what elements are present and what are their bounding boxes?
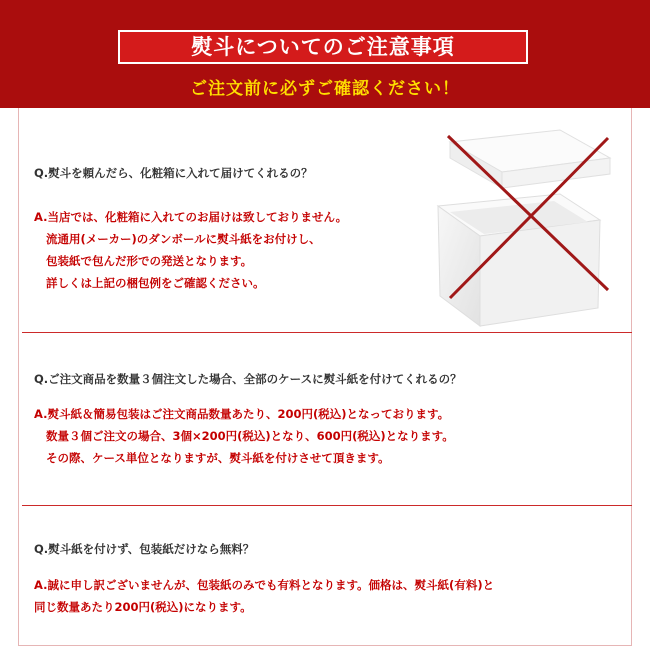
answer-1-line-2: 流通用(メーカー)のダンボールに熨斗紙をお付けし、 bbox=[46, 232, 321, 246]
answer-2-line-2: 数量３個ご注文の場合、3個×200円(税込)となり、600円(税込)となります。 bbox=[46, 429, 454, 443]
answer-1-line-3: 包装紙で包んだ形での発送となります。 bbox=[46, 254, 253, 268]
answer-3-line-2: 同じ数量あたり200円(税込)になります。 bbox=[34, 600, 252, 614]
answer-2-line-3: その際、ケース単位となりますが、熨斗紙を付けさせて頂きます。 bbox=[46, 451, 390, 465]
page-subtitle: ご注文前に必ずご確認ください！ bbox=[190, 79, 460, 99]
page-title: 熨斗についてのご注意事項 bbox=[118, 30, 528, 64]
answer-3-line-1: A.誠に申し訳ございませんが、包装紙のみでも有料となります。価格は、熨斗紙(有料)と bbox=[34, 578, 495, 592]
answer-2 bbox=[34, 403, 454, 469]
answer-1-line-4: 詳しくは上記の梱包例をご確認ください。 bbox=[46, 276, 265, 290]
white-box-crossed-out-icon bbox=[430, 128, 620, 328]
divider-2 bbox=[22, 505, 632, 506]
answer-2-line-1: A.熨斗紙＆簡易包装はご注文商品数量あたり、200円(税込)となっております。 bbox=[34, 407, 450, 421]
answer-1-line-1: A.当店では、化粧箱に入れてのお届けは致しておりません。 bbox=[34, 210, 348, 224]
header-banner bbox=[0, 0, 650, 108]
answer-3 bbox=[34, 574, 494, 618]
question-2: Q.ご注文商品を数量３個注文した場合、全部のケースに熨斗紙を付けてくれるの？ bbox=[34, 372, 462, 386]
question-3: Q.熨斗紙を付けず、包装紙だけなら無料？ bbox=[34, 542, 255, 556]
divider-1 bbox=[22, 332, 632, 333]
answer-1 bbox=[34, 206, 347, 294]
question-1: Q.熨斗を頼んだら、化粧箱に入れて届けてくれるの？ bbox=[34, 166, 313, 180]
